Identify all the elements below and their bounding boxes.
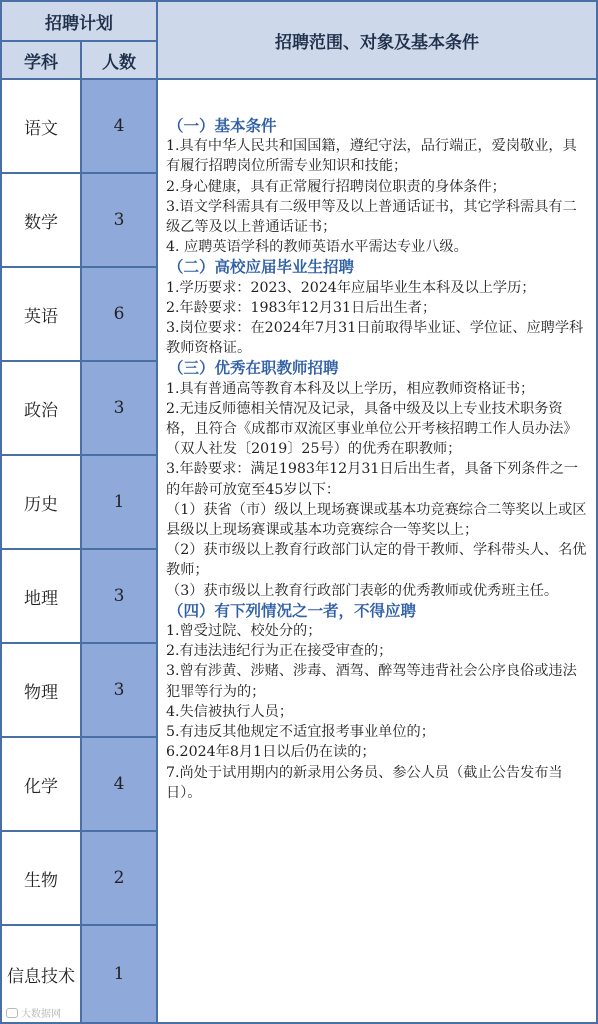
list-item: 1.具有中华人民共和国国籍，遵纪守法，品行端正，爱岗敬业，具有履行招聘岗位所需专业知识和技能； [166,138,577,175]
list-item: 3.岗位要求：在2024年7月31日前取得毕业证、学位证、应聘学科教师资格证。 [166,320,584,357]
list-item: 4. 应聘英语学科的教师英语水平需达专业八级。 [166,239,468,256]
watermark-logo-icon [6,1008,18,1018]
table-row [2,456,158,550]
table-row [2,174,158,268]
count-cell: 6 [82,268,158,360]
list-item: （1）获省（市）级以上现场赛课或基本功竞赛综合二等奖以上或区县级以上现场赛课或基本功竞赛综合一等奖以上； [166,501,587,539]
count-cell: 3 [82,644,158,736]
list-item: 6.2024年8月1日以后仍在读的； [166,744,376,761]
subject-rows [2,80,158,1022]
table-row [2,362,158,456]
watermark [6,1005,61,1020]
count-cell: 1 [82,456,158,548]
list-item: 3.语文学科需具有二级甲等及以上普通话证书，其它学科需具有二级乙等及以上普通话证书； [166,198,577,236]
table-row [2,550,158,644]
count-column-header: 人数 [82,42,158,80]
subject-cell: 政治 [2,362,82,454]
section-title-basic: （一）基本条件 [168,116,277,135]
table-row [2,268,158,362]
list-item: 2.身心健康，具有正常履行招聘岗位职责的身体条件； [166,178,506,195]
subject-cell: 生物 [2,832,82,924]
subject-column-header: 学科 [2,42,82,80]
list-item: 1.曾受过院、校处分的； [166,623,322,640]
section-title-graduates: （二）高校应届毕业生招聘 [168,257,355,277]
subject-cell: 历史 [2,456,82,548]
count-cell: 2 [82,832,158,924]
count-cell: 3 [82,550,158,642]
subject-cell: 英语 [2,268,82,360]
watermark-text: 大数据网 [21,1009,61,1020]
conditions-header: 招聘范围、对象及基本条件 [158,2,596,80]
list-item: 2.有违法违纪行为正在接受审查的； [166,643,393,660]
section-title-exclusions: （四）有下列情况之一者，不得应聘 [168,600,417,620]
list-item: 7.尚处于试用期内的新录用公务员、参公人员（截止公告发布当日）。 [166,764,563,801]
table-row [2,738,158,832]
count-cell: 1 [82,926,158,1022]
list-item: 3.年龄要求：满足1983年12月31日后出生者，具备下列条件之一的年龄可放宽至45岁以下： [166,461,579,498]
table-row [2,644,158,738]
list-item: （3）获市级以上教育行政部门表彰的优秀教师或优秀班主任。 [166,582,559,599]
table-row [2,80,158,174]
count-cell: 3 [82,174,158,266]
list-item: 3.曾有涉黄、涉赌、涉毒、酒驾、醉驾等违背社会公序良俗或违法犯罪等行为的； [166,663,577,700]
subject-cell: 信息技术 [2,926,82,1022]
table-row [2,832,158,926]
subject-cell: 地理 [2,550,82,642]
count-cell: 4 [82,80,158,172]
count-cell: 4 [82,738,158,830]
subject-cell: 化学 [2,738,82,830]
list-item: 2.年龄要求：1983年12月31日后出生者； [166,299,437,316]
plan-title: 招聘计划 [2,2,158,42]
subject-cell: 数学 [2,174,82,266]
section-title-in-service: （三）优秀在职教师招聘 [168,358,339,378]
list-item: 4.失信被执行人员； [166,703,294,720]
list-item: 2.无违反师德相关情况及记录，具备中级及以上专业技术职务资格，且符合《成都市双流区事业单位公开考核招聘工作人员办法》（双人社发〔2019〕25号）的优秀在职教师； [166,400,578,458]
list-item: 1.具有普通高等教育本科及以上学历，相应教师资格证书； [166,380,535,397]
list-item: 5.有违反其他规定不适宜报考事业单位的； [166,724,435,741]
count-cell: 3 [82,362,158,454]
list-item: 1.学历要求：2023、2024年应届毕业生本科及以上学历； [166,279,536,296]
list-item: （2）获市级以上教育行政部门认定的骨干教师、学科带头人、名优教师； [166,542,587,579]
conditions-content [158,80,596,1022]
left-header [2,2,158,80]
subject-cell: 语文 [2,80,82,172]
subject-cell: 物理 [2,644,82,736]
